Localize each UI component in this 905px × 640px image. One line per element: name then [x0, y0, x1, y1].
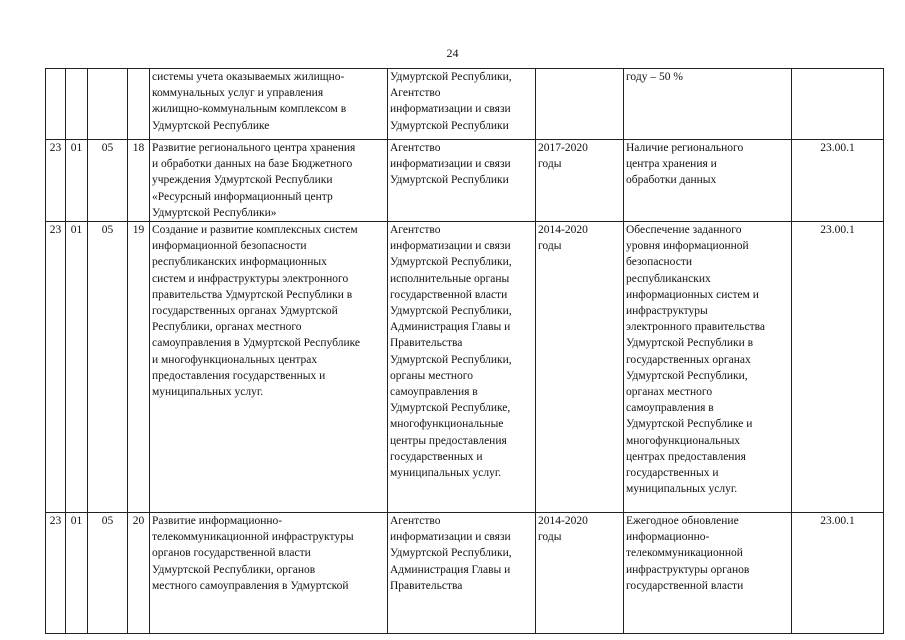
main-activity-code-cell: 05 [88, 222, 128, 513]
indicator-cell: 23.00.1 [792, 222, 884, 513]
program-code-cell: 23 [46, 513, 66, 634]
table-row [46, 140, 884, 222]
activity-code-cell: 18 [128, 140, 150, 222]
executor-cell: Агентство информатизации и связи Удмуртской Республики, исполнительные органы государственной власти Удмуртской Республики, Администрация Главы и Правительства Удмуртской Республики, органы местного самоуправления в Удмуртской Республике, многофункциональные центры предоставления государственных и муниципальных услуг. [388, 222, 536, 513]
subprogram-code-cell [66, 69, 88, 140]
activity-name-cell: Создание и развитие комплексных систем информационной безопасности республиканских информационных систем и инфраструктуры электронного правительства Удмуртской Республики в государственных органах Удмуртской Республики, органах местного самоуправления в Удмуртской Республике и многофункциональных центрах предоставления государственных и муниципальных услуг. [150, 222, 388, 513]
main-activity-code-cell: 05 [88, 140, 128, 222]
indicator-cell: 23.00.1 [792, 513, 884, 634]
activity-code-cell: 20 [128, 513, 150, 634]
subprogram-code-cell: 01 [66, 222, 88, 513]
indicator-cell: 23.00.1 [792, 140, 884, 222]
program-code-cell: 23 [46, 140, 66, 222]
period-cell [536, 69, 624, 140]
period-cell: 2017-2020 годы [536, 140, 624, 222]
expected-result-cell: Наличие регионального центра хранения и обработки данных [624, 140, 792, 222]
page-number: 24 [446, 46, 459, 60]
subprogram-code-cell: 01 [66, 140, 88, 222]
subprogram-code-cell: 01 [66, 513, 88, 634]
expected-result-cell: году – 50 % [624, 69, 792, 140]
table-row [46, 222, 884, 513]
period-cell: 2014-2020 годы [536, 222, 624, 513]
program-code-cell [46, 69, 66, 140]
activity-code-cell: 19 [128, 222, 150, 513]
executor-cell: Агентство информатизации и связи Удмуртской Республики [388, 140, 536, 222]
activity-name-cell: Развитие информационно- телекоммуникационной инфраструктуры органов государственной власти Удмуртской Республики, органов местного самоуправления в Удмуртской [150, 513, 388, 634]
table-row [46, 69, 884, 140]
main-activity-code-cell: 05 [88, 513, 128, 634]
executor-cell: Агентство информатизации и связи Удмуртской Республики, Администрация Главы и Правительства [388, 513, 536, 634]
program-code-cell: 23 [46, 222, 66, 513]
main-activity-code-cell [88, 69, 128, 140]
executor-cell: Удмуртской Республики, Агентство информатизации и связи Удмуртской Республики [388, 69, 536, 140]
activity-code-cell [128, 69, 150, 140]
expected-result-cell: Обеспечение заданного уровня информационной безопасности республиканских информационных систем и инфраструктуры электронного правительства Удмуртской Республики в государственных органах Удмуртской Республики, органах местного самоуправления в Удмуртской Республике и многофункциональных центрах предоставления государственных и муниципальных услуг. [624, 222, 792, 513]
table-row [46, 513, 884, 634]
expected-result-cell: Ежегодное обновление информационно- телекоммуникационной инфраструктуры органов государственной власти [624, 513, 792, 634]
activity-name-cell: Развитие регионального центра хранения и обработки данных на базе Бюджетного учреждения Удмуртской Республики «Ресурсный информационный центр Удмуртской Республики» [150, 140, 388, 222]
activity-name-cell: системы учета оказываемых жилищно- коммунальных услуг и управления жилищно-коммунальным комплексом в Удмуртской Республике [150, 69, 388, 140]
period-cell: 2014-2020 годы [536, 513, 624, 634]
indicator-cell [792, 69, 884, 140]
program-activities-table [45, 68, 884, 634]
